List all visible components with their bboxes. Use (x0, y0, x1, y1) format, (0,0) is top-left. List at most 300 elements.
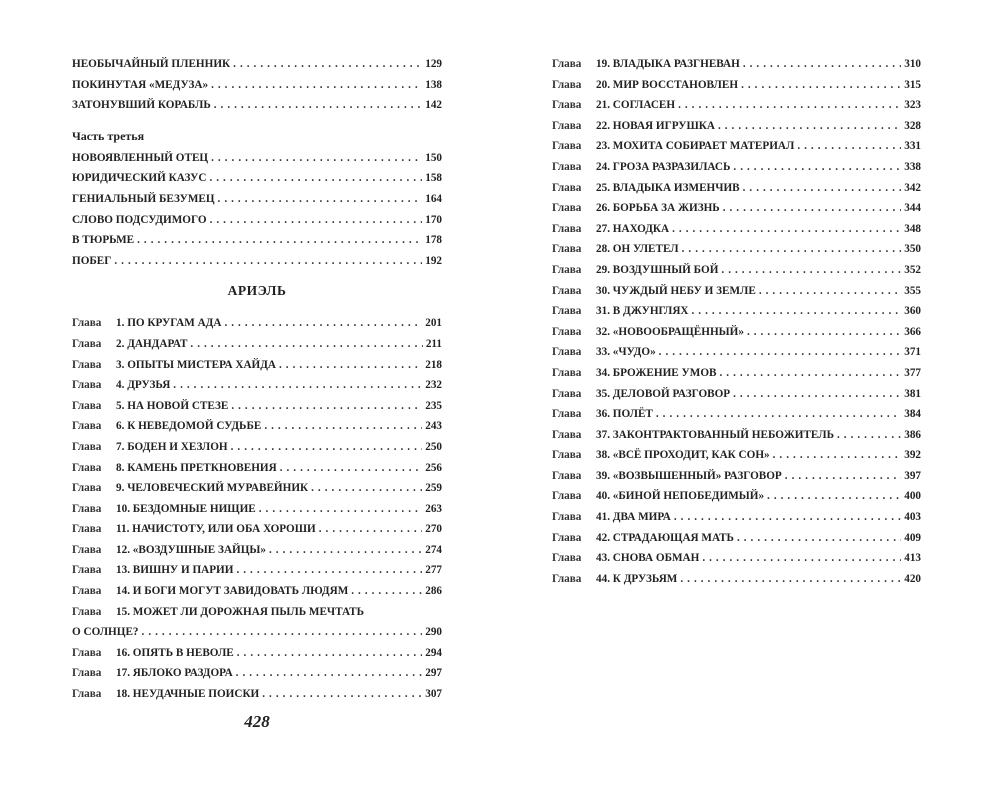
toc-chapter-entry (72, 519, 442, 540)
chapter-page: 290 (425, 626, 442, 639)
dot-leader (733, 157, 901, 178)
chapter-label (552, 384, 730, 405)
chapter-page: 338 (904, 160, 921, 173)
chapter-word: Глава (72, 399, 102, 412)
entry-title: ГЕНИАЛЬНЫЙ БЕЗУМЕЦ (72, 192, 215, 205)
chapter-title: СОГЛАСЕН (612, 99, 676, 112)
chapter-word: Глава (552, 325, 582, 338)
chapter-word: Глава (552, 305, 582, 318)
toc-entry (72, 54, 442, 75)
chapter-title: НОВАЯ ИГРУШКА (612, 119, 715, 132)
chapter-title: ЯБЛОКО РАЗДОРА (132, 667, 233, 680)
dot-leader (720, 363, 902, 384)
chapter-word: Глава (72, 420, 102, 433)
dot-leader (718, 116, 901, 137)
chapter-title: ЧЕЛОВЕЧЕСКИЙ МУРАВЕЙНИК (127, 482, 309, 495)
toc-chapter-entry (72, 684, 442, 705)
chapter-number: 27. (596, 222, 610, 235)
chapter-title: «ВСЁ ПРОХОДИТ, КАК СОН» (612, 449, 770, 462)
toc-chapter-entry (552, 445, 921, 466)
chapter-word: Глава (72, 585, 102, 598)
toc-chapter-entry (72, 540, 442, 561)
chapter-number: 3. (116, 358, 125, 371)
chapter-title: В ДЖУНГЛЯХ (612, 305, 689, 318)
toc-chapter-entry (552, 363, 921, 384)
toc-chapter-entry (552, 281, 921, 302)
chapter-number: 26. (596, 202, 610, 215)
chapter-page: 263 (425, 502, 442, 515)
toc-chapter-entry (552, 384, 921, 405)
entry-page: 192 (425, 254, 442, 267)
chapter-title: ВОЗДУШНЫЙ БОЙ (612, 263, 719, 276)
chapter-page: 270 (425, 523, 442, 536)
chapter-word: Глава (552, 58, 582, 70)
dot-leader (211, 75, 422, 96)
chapter-word: Глава (552, 449, 582, 462)
dot-leader (702, 548, 901, 569)
chapter-title: БЕЗДОМНЫЕ НИЩИЕ (132, 502, 256, 515)
chapter-title: БОДЕН И ХЕЗЛОН (127, 440, 228, 453)
chapter-page: 218 (425, 358, 442, 371)
entry-page: 150 (425, 151, 442, 164)
chapter-word: Глава (72, 482, 102, 495)
chapter-title: ДРУЗЬЯ (127, 379, 171, 392)
chapter-page: 286 (425, 585, 442, 598)
chapter-label (72, 375, 170, 396)
chapter-number: 5. (116, 399, 125, 412)
chapter-label (552, 136, 794, 157)
dot-leader (259, 499, 422, 520)
chapter-page: 259 (425, 482, 442, 495)
chapter-label (552, 486, 764, 507)
chapter-number: 1. (116, 317, 125, 330)
toc-entry (72, 95, 442, 116)
chapter-page: 201 (425, 317, 442, 330)
chapter-page: 392 (904, 449, 921, 462)
chapter-page: 384 (904, 408, 921, 421)
entry-page: 138 (425, 78, 442, 91)
chapter-label (552, 260, 718, 281)
chapter-word: Глава (72, 523, 102, 536)
chapter-title: НА НОВОЙ СТЕЗЕ (127, 399, 229, 412)
toc-chapter-entry (552, 322, 921, 343)
chapter-number: 44. (596, 572, 610, 585)
chapter-label (552, 445, 770, 466)
dot-leader (659, 342, 902, 363)
chapter-label (552, 363, 717, 384)
chapter-number: 15. (116, 605, 130, 618)
chapter-number: 16. (116, 646, 130, 659)
entry-title: ЗАТОНУВШИЙ КОРАБЛЬ (72, 99, 211, 112)
chapter-number: 25. (596, 181, 610, 194)
entry-title: ЮРИДИЧЕСКИЙ КАЗУС (72, 172, 207, 185)
dot-leader (773, 445, 902, 466)
chapter-title: «ЧУДО» (612, 346, 656, 359)
chapter-label (72, 396, 228, 417)
toc-chapter-entry (552, 75, 921, 96)
chapter-title: МИР ВОССТАНОВЛЕН (612, 78, 739, 91)
chapter-page: 371 (904, 346, 921, 359)
dot-leader (678, 95, 901, 116)
dot-leader (674, 507, 901, 528)
chapter-word: Глава (552, 78, 582, 91)
chapter-word: Глава (72, 461, 102, 474)
dot-leader (211, 148, 422, 169)
toc-chapter-entry (72, 458, 442, 479)
chapter-page: 350 (904, 243, 921, 256)
chapter-title: «ВОЗВЫШЕННЫЙ» РАЗГОВОР (612, 469, 782, 482)
chapter-word: Глава (72, 688, 102, 701)
chapter-page: 328 (904, 119, 921, 132)
chapter-word: Глава (552, 572, 582, 585)
chapter-label (552, 466, 782, 487)
entry-page: 164 (425, 192, 442, 205)
chapter-number: 4. (116, 379, 125, 392)
chapter-title: БОРЬБА ЗА ЖИЗНЬ (612, 202, 720, 215)
chapter-title: ВЛАДЫКА РАЗГНЕВАН (612, 58, 740, 70)
chapter-label (72, 416, 261, 437)
dot-leader (279, 355, 422, 376)
chapter-page: 400 (904, 490, 921, 503)
dot-leader (137, 230, 422, 251)
chapter-title: ПОЛЁТ (612, 408, 653, 421)
dot-leader (741, 75, 901, 96)
chapter-label (72, 663, 233, 684)
chapter-word: Глава (72, 667, 102, 680)
chapter-title: МОЖЕТ ЛИ ДОРОЖНАЯ ПЫЛЬ МЕЧТАТЬ (132, 605, 364, 618)
chapter-number: 9. (116, 482, 125, 495)
chapter-word: Глава (552, 387, 582, 400)
toc-chapter-entry (552, 404, 921, 425)
chapter-title: ДВА МИРА (612, 511, 671, 524)
toc-chapter-entry (72, 602, 442, 643)
dot-leader (723, 198, 902, 219)
chapter-label (552, 95, 675, 116)
dot-leader (767, 486, 901, 507)
chapter-number: 37. (596, 428, 610, 441)
chapter-page: 256 (425, 461, 442, 474)
chapter-number: 23. (596, 140, 610, 153)
toc-chapter-entry (552, 178, 921, 199)
dot-leader (114, 251, 422, 272)
chapter-word: Глава (72, 337, 102, 350)
chapter-title: ДАНДАРАТ (127, 337, 188, 350)
chapter-label (72, 437, 228, 458)
chapter-word: Глава (552, 263, 582, 276)
chapter-word: Глава (552, 222, 582, 235)
chapter-title: ДЕЛОВОЙ РАЗГОВОР (612, 387, 731, 400)
toc-chapter-entry (552, 136, 921, 157)
chapter-page: 386 (904, 428, 921, 441)
dot-leader (680, 569, 901, 590)
toc-entry (72, 168, 442, 189)
left-page-contents (72, 54, 442, 705)
chapter-number: 2. (116, 337, 125, 350)
chapter-page: 294 (425, 646, 442, 659)
dot-leader (733, 384, 901, 405)
chapter-number: 43. (596, 552, 610, 565)
entry-title: НЕОБЫЧАЙНЫЙ ПЛЕННИК (72, 58, 231, 70)
chapter-number: 34. (596, 366, 610, 379)
chapter-word: Глава (72, 358, 102, 371)
chapter-word: Глава (552, 119, 582, 132)
chapter-label (552, 425, 834, 446)
toc-chapter-entry (552, 528, 921, 549)
chapter-label (552, 219, 669, 240)
chapter-word: Глава (552, 243, 582, 256)
chapter-page: 344 (904, 202, 921, 215)
chapter-page: 232 (425, 379, 442, 392)
toc-chapter-entry (72, 643, 442, 664)
chapter-page: 274 (425, 543, 442, 556)
chapter-page: 323 (904, 99, 921, 112)
chapter-label (552, 54, 740, 75)
chapter-page: 310 (904, 58, 921, 70)
chapter-label (72, 334, 187, 355)
dot-leader (837, 425, 901, 446)
entry-title: ПОКИНУТАЯ «МЕДУЗА» (72, 78, 209, 91)
toc-chapter-entry (72, 499, 442, 520)
chapter-title: К НЕВЕДОМОЙ СУДЬБЕ (127, 420, 262, 433)
chapter-title: ПО КРУГАМ АДА (127, 317, 222, 330)
chapter-label (552, 157, 730, 178)
chapter-label (72, 602, 442, 623)
chapter-number: 31. (596, 305, 610, 318)
chapter-word: Глава (552, 181, 582, 194)
toc-chapter-entry (552, 198, 921, 219)
chapter-label (552, 548, 699, 569)
chapter-page: 403 (904, 511, 921, 524)
chapter-word: Глава (552, 531, 582, 544)
chapter-number: 18. (116, 688, 130, 701)
chapter-word: Глава (72, 646, 102, 659)
chapter-page: 315 (904, 78, 921, 91)
right-page-contents (552, 54, 921, 589)
dot-leader (236, 560, 422, 581)
chapter-number: 13. (116, 564, 130, 577)
toc-chapter-entry (72, 581, 442, 602)
chapter-label (72, 560, 233, 581)
chapter-title: «ВОЗДУШНЫЕ ЗАЙЦЫ» (132, 543, 267, 556)
chapter-page: 235 (425, 399, 442, 412)
dot-leader (210, 210, 423, 231)
chapter-word: Глава (552, 469, 582, 482)
entry-page: 129 (425, 58, 442, 70)
toc-chapter-entry (552, 95, 921, 116)
chapter-label (552, 239, 679, 260)
chapter-number: 30. (596, 284, 610, 297)
chapter-title: ОПЯТЬ В НЕВОЛЕ (132, 646, 234, 659)
dot-leader (224, 313, 422, 334)
chapter-title: ЗАКОНТРАКТОВАННЫЙ НЕБОЖИТЕЛЬ (612, 428, 834, 441)
chapter-number: 24. (596, 160, 610, 173)
chapter-number: 29. (596, 263, 610, 276)
toc-chapter-entry (552, 157, 921, 178)
chapter-title-line2: О СОЛНЦЕ? (72, 626, 139, 639)
dot-leader (218, 189, 423, 210)
chapter-page: 348 (904, 222, 921, 235)
dot-leader (231, 396, 422, 417)
chapter-label (552, 404, 653, 425)
chapter-number: 12. (116, 543, 130, 556)
chapter-word: Глава (552, 428, 582, 441)
dot-leader (743, 54, 901, 75)
toc-chapter-entry (552, 507, 921, 528)
chapter-label (552, 301, 688, 322)
chapter-title: СНОВА ОБМАН (612, 552, 700, 565)
chapter-number: 20. (596, 78, 610, 91)
chapter-label (552, 116, 715, 137)
dot-leader (743, 178, 902, 199)
chapter-page: 211 (425, 337, 442, 350)
dot-leader (236, 663, 423, 684)
chapter-page: 352 (904, 263, 921, 276)
chapter-word: Глава (72, 605, 102, 618)
entry-title: В ТЮРЬМЕ (72, 234, 135, 247)
toc-entry (72, 251, 442, 272)
chapter-label (72, 519, 316, 540)
chapter-label (72, 355, 276, 376)
dot-leader (311, 478, 422, 499)
chapter-word: Глава (552, 346, 582, 359)
toc-chapter-entry (72, 560, 442, 581)
dot-leader (269, 540, 422, 561)
chapter-page: 397 (904, 469, 921, 482)
toc-chapter-entry (72, 396, 442, 417)
chapter-number: 7. (116, 440, 125, 453)
chapter-title: ЧУЖДЫЙ НЕБУ И ЗЕМЛЕ (612, 284, 756, 297)
chapter-title: НАЧИСТОТУ, ИЛИ ОБА ХОРОШИ (132, 523, 316, 536)
chapter-page: 342 (904, 181, 921, 194)
toc-chapter-entry (552, 116, 921, 137)
chapter-page: 413 (904, 552, 921, 565)
chapter-title: НАХОДКА (612, 222, 670, 235)
page-number: 428 (244, 712, 270, 731)
chapter-page: 243 (425, 420, 442, 433)
chapter-number: 21. (596, 99, 610, 112)
chapter-word: Глава (552, 99, 582, 112)
chapter-label (552, 75, 738, 96)
chapter-label (72, 581, 348, 602)
chapter-word: Глава (72, 317, 102, 330)
chapter-number: 19. (596, 58, 610, 70)
dot-leader (214, 95, 422, 116)
chapter-number: 33. (596, 346, 610, 359)
toc-chapter-entry (552, 425, 921, 446)
dot-leader (319, 519, 422, 540)
chapter-word: Глава (72, 379, 102, 392)
dot-leader (280, 458, 423, 479)
chapter-word: Глава (72, 564, 102, 577)
chapter-page: 355 (904, 284, 921, 297)
novel-title: АРИЭЛЬ (227, 283, 287, 299)
toc-chapter-entry (72, 313, 442, 334)
dot-leader (262, 684, 422, 705)
chapter-title: «БИНОЙ НЕПОБЕДИМЫЙ» (612, 490, 765, 503)
chapter-label (552, 198, 720, 219)
chapter-title: КАМЕНЬ ПРЕТКНОВЕНИЯ (127, 461, 277, 474)
chapter-word: Глава (552, 552, 582, 565)
chapter-word: Глава (72, 440, 102, 453)
chapter-word: Глава (552, 202, 582, 215)
toc-chapter-entry (72, 663, 442, 684)
chapter-label (72, 643, 234, 664)
chapter-title: И БОГИ МОГУТ ЗАВИДОВАТЬ ЛЮДЯМ (132, 585, 349, 598)
dot-leader (656, 404, 901, 425)
chapter-page: 297 (425, 667, 442, 680)
toc-chapter-entry (552, 219, 921, 240)
chapter-title: «НОВООБРАЩЁННЫЙ» (612, 325, 744, 338)
chapter-page: 307 (425, 688, 442, 701)
chapter-word: Глава (552, 366, 582, 379)
chapter-number: 32. (596, 325, 610, 338)
toc-chapter-entry (552, 486, 921, 507)
chapter-word: Глава (552, 490, 582, 503)
chapter-page: 381 (904, 387, 921, 400)
dot-leader (264, 416, 422, 437)
chapter-label (552, 569, 677, 590)
toc-chapter-entry (72, 334, 442, 355)
chapter-number: 42. (596, 531, 610, 544)
toc-chapter-entry (552, 569, 921, 590)
chapter-word: Глава (552, 511, 582, 524)
chapter-title: ВЛАДЫКА ИЗМЕНЧИВ (612, 181, 740, 194)
entry-title: НОВОЯВЛЕННЫЙ ОТЕЦ (72, 151, 209, 164)
chapter-label (552, 281, 756, 302)
toc-chapter-entry (72, 355, 442, 376)
dot-leader (737, 528, 901, 549)
chapter-title: БРОЖЕНИЕ УМОВ (612, 366, 717, 379)
chapter-label (72, 684, 259, 705)
chapter-page: 250 (425, 440, 442, 453)
dot-leader (721, 260, 901, 281)
chapter-page: 366 (904, 325, 921, 338)
dot-leader (682, 239, 902, 260)
chapter-word: Глава (552, 160, 582, 173)
toc-chapter-entry (72, 437, 442, 458)
entry-title: СЛОВО ПОДСУДИМОГО (72, 213, 207, 226)
chapter-number: 6. (116, 420, 125, 433)
chapter-number: 39. (596, 469, 610, 482)
chapter-word: Глава (72, 543, 102, 556)
dot-leader (691, 301, 901, 322)
toc-chapter-entry (552, 548, 921, 569)
dot-leader (785, 466, 901, 487)
chapter-word: Глава (552, 140, 582, 153)
dot-leader (351, 581, 422, 602)
part-heading: Часть третья (72, 128, 145, 143)
chapter-label (72, 458, 277, 479)
dot-leader (797, 136, 901, 157)
chapter-label (552, 342, 656, 363)
chapter-label (72, 499, 256, 520)
dot-leader (747, 322, 901, 343)
toc-entry (72, 230, 442, 251)
chapter-word: Глава (552, 408, 582, 421)
entry-page: 170 (425, 213, 442, 226)
toc-chapter-entry (552, 260, 921, 281)
dot-leader (759, 281, 901, 302)
chapter-label (552, 528, 734, 549)
chapter-number: 38. (596, 449, 610, 462)
entry-title: ПОБЕГ (72, 254, 112, 267)
toc-chapter-entry (72, 375, 442, 396)
chapter-title: ОПЫТЫ МИСТЕРА ХАЙДА (127, 358, 276, 371)
dot-leader (209, 168, 422, 189)
toc-chapter-entry (72, 416, 442, 437)
chapter-number: 17. (116, 667, 130, 680)
chapter-word: Глава (72, 502, 102, 515)
